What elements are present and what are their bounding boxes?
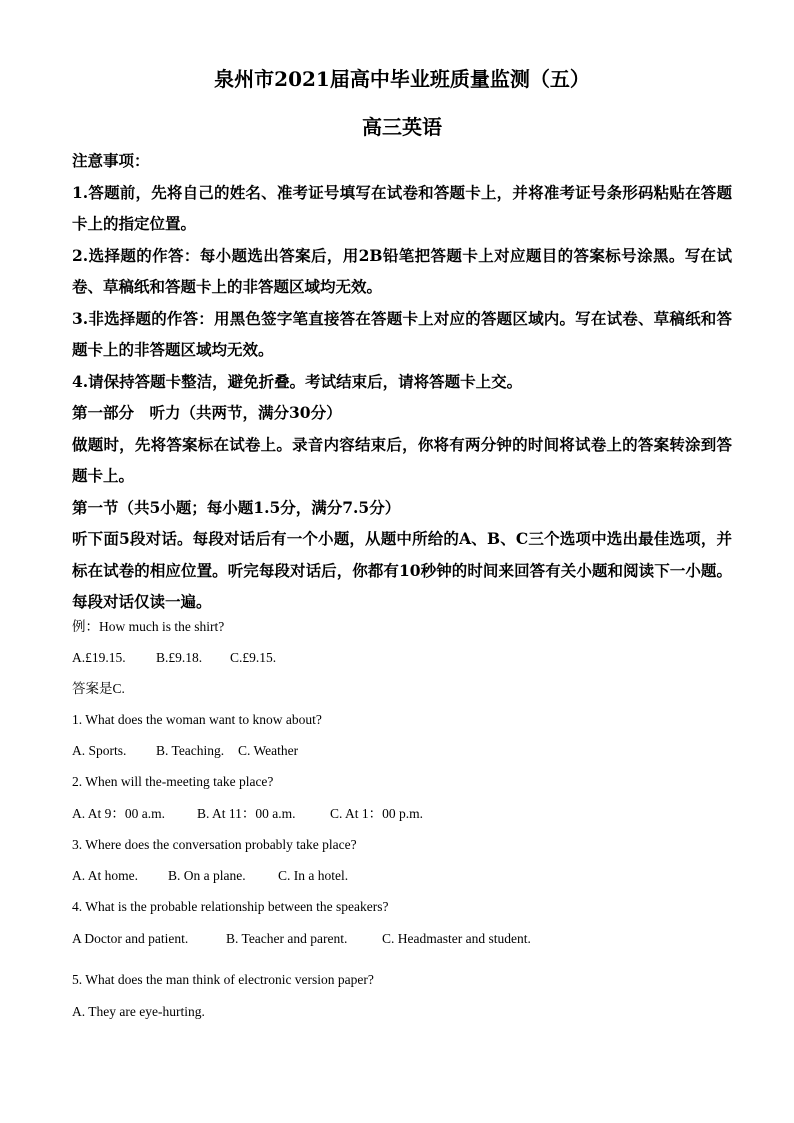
question-4 <box>72 897 732 917</box>
question-3-text: 3. Where does the conversation probably take place? <box>72 837 357 852</box>
question-3-options <box>72 866 732 886</box>
question-1 <box>72 710 732 730</box>
example-option-c: C.£9.15. <box>230 650 277 665</box>
question-2-option-c: C. At 1：00 p.m. <box>330 806 424 821</box>
example-option-a: A.£19.15. <box>72 650 126 665</box>
notice-item-1: 1.答题前，先将自己的姓名、准考证号填写在试卷和答题卡上，并将准考证号条形码粘贴在答题卡上的指定位置。 <box>72 182 732 233</box>
notice-item-3: 3.非选择题的作答：用黑色签字笔直接答在答题卡上对应的答题区域内。写在试卷、草稿纸和答题卡上的非答题区域均无效。 <box>72 308 732 359</box>
question-4-options <box>72 929 732 949</box>
question-5-text: 5. What does the man think of electronic version paper? <box>72 972 374 987</box>
example-answer-text: 答案是C. <box>72 681 125 696</box>
question-2 <box>72 772 732 792</box>
section1-heading: 第一节（共5小题；每小题1.5分，满分7.5分） <box>72 497 401 517</box>
question-4-text: 4. What is the probable relationship between the speakers? <box>72 899 389 914</box>
section1-instruction: 听下面5段对话。每段对话后有一个小题，从题中所给的A、B、C三个选项中选出最佳选项，并标在试卷的相应位置。听完每段对话后，你都有10秒钟的时间来回答有关小题和阅读下一小题。每段对话仅读一遍。 <box>72 529 732 611</box>
example-question <box>72 617 732 637</box>
question-2-text: 2. When will the-meeting take place? <box>72 774 274 789</box>
question-1-option-a: A. Sports. <box>72 743 127 758</box>
question-5-option-a: A. They are eye-hurting. <box>72 1004 205 1019</box>
question-5-options <box>72 1002 732 1022</box>
question-5 <box>72 970 732 990</box>
question-3-option-a: A. At home. <box>72 868 138 883</box>
question-3-option-b: B. On a plane. <box>168 868 246 883</box>
exam-subject: 高三英语 <box>362 115 442 139</box>
notice-item-4: 4.请保持答题卡整洁，避免折叠。考试结束后，请将答题卡上交。 <box>72 371 523 391</box>
question-2-option-a: A. At 9：00 a.m. <box>72 806 165 821</box>
question-1-text: 1. What does the woman want to know about? <box>72 712 322 727</box>
part1-heading: 第一部分 听力（共两节，满分30分） <box>72 403 342 422</box>
question-1-option-c: C. Weather <box>238 743 299 758</box>
notice-heading: 注意事项： <box>72 151 150 170</box>
notice-section <box>72 145 732 618</box>
part1-instruction: 做题时，先将答案标在试卷上。录音内容结束后，你将有两分钟的时间将试卷上的答案转涂到答题卡上。 <box>72 434 732 485</box>
question-2-option-b: B. At 11：00 a.m. <box>197 806 296 821</box>
question-3-option-c: C. In a hotel. <box>278 868 349 883</box>
question-3 <box>72 835 732 855</box>
question-4-option-b: B. Teacher and parent. <box>226 931 348 946</box>
question-1-options <box>72 741 732 761</box>
question-4-option-c: C. Headmaster and student. <box>382 931 531 946</box>
question-4-option-a: A Doctor and patient. <box>72 931 189 946</box>
example-question-text: 例：How much is the shirt? <box>72 619 225 634</box>
example-option-b: B.£9.18. <box>156 650 203 665</box>
exam-title: 泉州市2021届高中毕业班质量监测（五） <box>214 67 590 91</box>
question-2-options <box>72 804 732 824</box>
notice-item-2: 2.选择题的作答：每小题选出答案后，用2B铅笔把答题卡上对应题目的答案标号涂黑。写在试卷、草稿纸和答题卡上的非答题区域均无效。 <box>72 245 732 296</box>
question-1-option-b: B. Teaching. <box>156 743 225 758</box>
example-options <box>72 648 732 668</box>
example-answer <box>72 679 732 699</box>
